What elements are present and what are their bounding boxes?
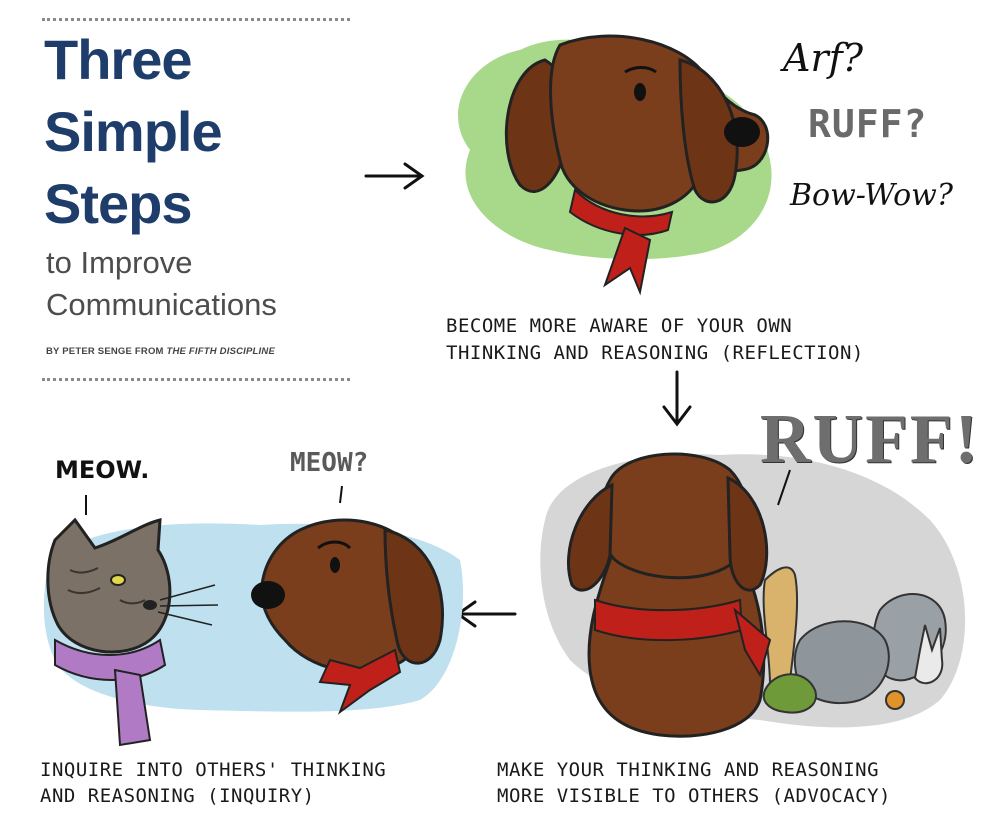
- arrow-to-inquiry: [458, 602, 515, 626]
- reflection-caption-line-1: BECOME MORE AWARE OF YOUR OWN: [446, 315, 793, 337]
- dog-eye: [634, 83, 646, 101]
- reflection-caption-line-2: THINKING AND REASONING (REFLECTION): [446, 342, 864, 364]
- byline-source: THE FIFTH DISCIPLINE: [166, 346, 275, 357]
- title-line-2: Simple: [44, 100, 222, 163]
- goldfish: [886, 691, 904, 709]
- speech-meow-cat: MEOW.: [55, 456, 150, 484]
- cat-nose: [143, 600, 157, 610]
- byline: BY PETER SENGE FROM THE FIFTH DISCIPLINE: [46, 346, 275, 357]
- title-line-1: Three: [44, 28, 192, 91]
- dog-nose: [724, 117, 760, 147]
- title-line-3: Steps: [44, 172, 192, 235]
- meow-dog-pointer: [340, 486, 342, 503]
- giraffe: [764, 567, 797, 685]
- advocacy-panel: [540, 454, 965, 736]
- inquiry-dog-nose: [251, 581, 285, 609]
- speech-ruff-question: RUFF?: [808, 102, 928, 146]
- advocacy-caption-line-2: MORE VISIBLE TO OTHERS (ADVOCACY): [497, 785, 891, 807]
- speech-meow-dog: MEOW?: [290, 448, 369, 478]
- speech-bow-wow: Bow-Wow?: [790, 178, 953, 213]
- speech-ruff-exclaim: RUFF!: [760, 401, 980, 478]
- speech-arf: Arf?: [783, 36, 864, 80]
- reflection-panel: [458, 36, 772, 292]
- arrow-to-advocacy: [664, 372, 690, 424]
- inquiry-caption-line-2: AND REASONING (INQUIRY): [40, 785, 315, 807]
- subtitle-line-2: Communications: [46, 287, 277, 322]
- cat-eye: [111, 575, 125, 585]
- arrow-to-reflection: [366, 164, 422, 188]
- inquiry-dog-eye: [330, 557, 340, 573]
- inquiry-caption-line-1: INQUIRE INTO OTHERS' THINKING: [40, 759, 387, 781]
- advocacy-caption-line-1: MAKE YOUR THINKING AND REASONING: [497, 759, 880, 781]
- inquiry-panel: [44, 486, 463, 745]
- dog-head-back: [600, 454, 748, 578]
- subtitle-line-1: to Improve: [46, 245, 193, 280]
